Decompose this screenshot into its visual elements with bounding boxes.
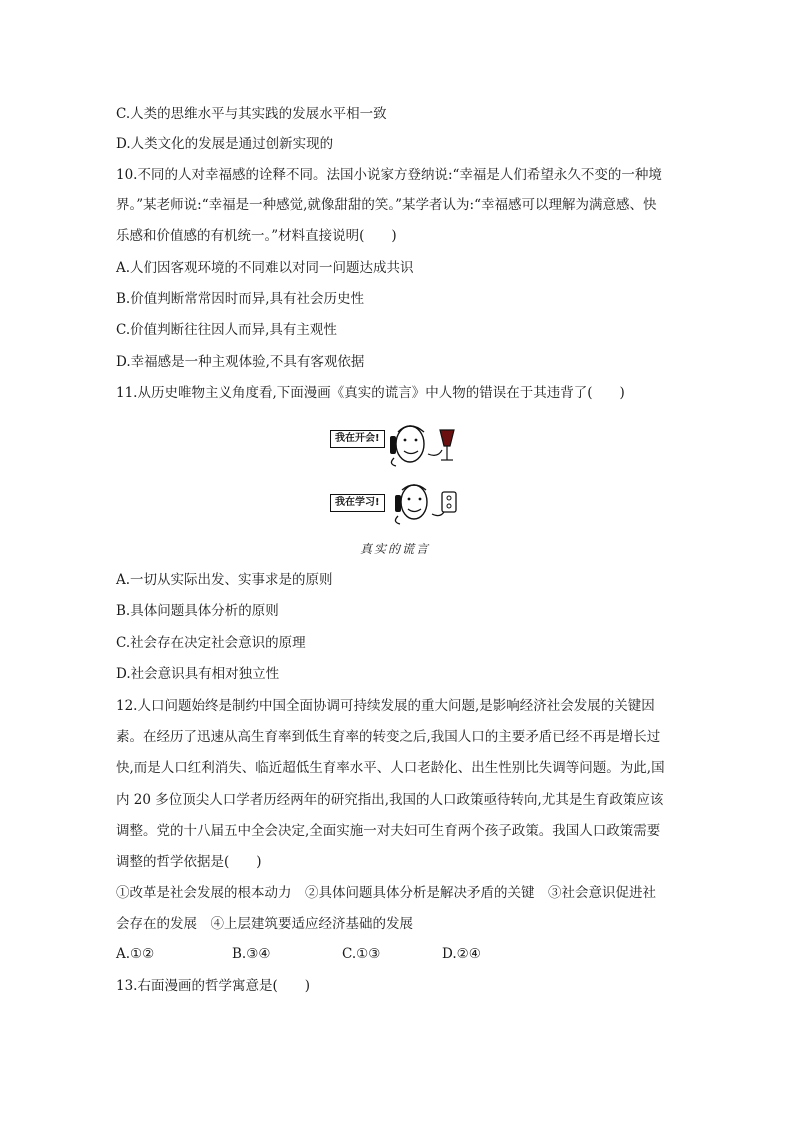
man-with-phone-and-wine-icon — [328, 418, 468, 468]
man-with-phone-and-mahjong-icon — [328, 478, 468, 528]
q12-stem-line-1: 12.人口问题始终是制约中国全面协调可持续发展的重大问题,是影响经济社会发展的关键因 — [116, 698, 655, 714]
q12-choice-b: B.③④ — [232, 946, 271, 962]
cartoon-caption: 真实的谎言 — [360, 542, 431, 556]
q10-option-b: B.价值判断常常因时而异,具有社会历史性 — [116, 291, 365, 307]
q10-stem-line-1: 10.不同的人对幸福感的诠释不同。法国小说家方登纳说:“幸福是人们希望永久不变的一种境 — [116, 167, 662, 183]
q10-stem-line-2: 界。”某老师说:“幸福是一种感觉,就像甜甜的笑。”某学者认为:“幸福感可以理解为满意感、快 — [116, 197, 657, 213]
q9-option-d: D.人类文化的发展是通过创新实现的 — [116, 136, 334, 152]
q10-stem-line-3: 乐感和价值感的有机统一。”材料直接说明( ) — [116, 228, 397, 244]
cartoon-panel-study — [328, 478, 468, 528]
q12-stem-line-6: 调整的哲学依据是( ) — [116, 854, 262, 870]
q12-stem-line-2: 素。在经历了迅速从高生育率到低生育率的转变之后,我国人口的主要矛盾已经不再是增长过 — [116, 729, 661, 745]
q12-choice-a: A.①② — [116, 946, 155, 962]
q12-choice-d: D.②④ — [442, 946, 481, 962]
q12-stem-line-3: 快,而是人口红利消失、临近超低生育率水平、人口老龄化、出生性别比失调等问题。为此,国 — [116, 760, 665, 776]
q10-option-a: A.人们因客观环境的不同难以对同一问题达成共识 — [116, 260, 414, 276]
q12-stem-line-5: 调整。党的十八届五中全会决定,全面实施一对夫妇可生育两个孩子政策。我国人口政策需要 — [116, 823, 661, 839]
q13-stem: 13.右面漫画的哲学寓意是( ) — [116, 978, 311, 994]
q11-option-c: C.社会存在决定社会意识的原理 — [116, 635, 306, 651]
q12-statements-line-2: 会存在的发展 ④上层建筑要适应经济基础的发展 — [116, 916, 413, 932]
q11-option-d: D.社会意识具有相对独立性 — [116, 666, 280, 682]
q12-stem-line-4: 内 20 多位顶尖人口学者历经两年的研究指出,我国的人口政策亟待转向,尤其是生育政策应该 — [116, 792, 664, 808]
q11-option-a: A.一切从实际出发、实事求是的原则 — [116, 572, 333, 588]
q9-option-c: C.人类的思维水平与其实践的发展水平相一致 — [116, 106, 387, 122]
q12-choice-c: C.①③ — [342, 946, 381, 962]
q12-choices — [116, 944, 481, 964]
q11-stem: 11.从历史唯物主义角度看,下面漫画《真实的谎言》中人物的错误在于其违背了( ) — [116, 385, 625, 401]
q12-statements-line-1: ①改革是社会发展的根本动力 ②具体问题具体分析是解决矛盾的关键 ③社会意识促进社 — [116, 885, 656, 901]
sign-meeting: 我在开会! — [330, 430, 385, 448]
q11-option-b: B.具体问题具体分析的原则 — [116, 603, 279, 619]
sign-study: 我在学习! — [330, 494, 385, 512]
cartoon-panel-meeting — [328, 418, 468, 468]
q10-option-c: C.价值判断往往因人而异,具有主观性 — [116, 322, 337, 338]
q10-option-d: D.幸福感是一种主观体验,不具有客观依据 — [116, 354, 365, 370]
